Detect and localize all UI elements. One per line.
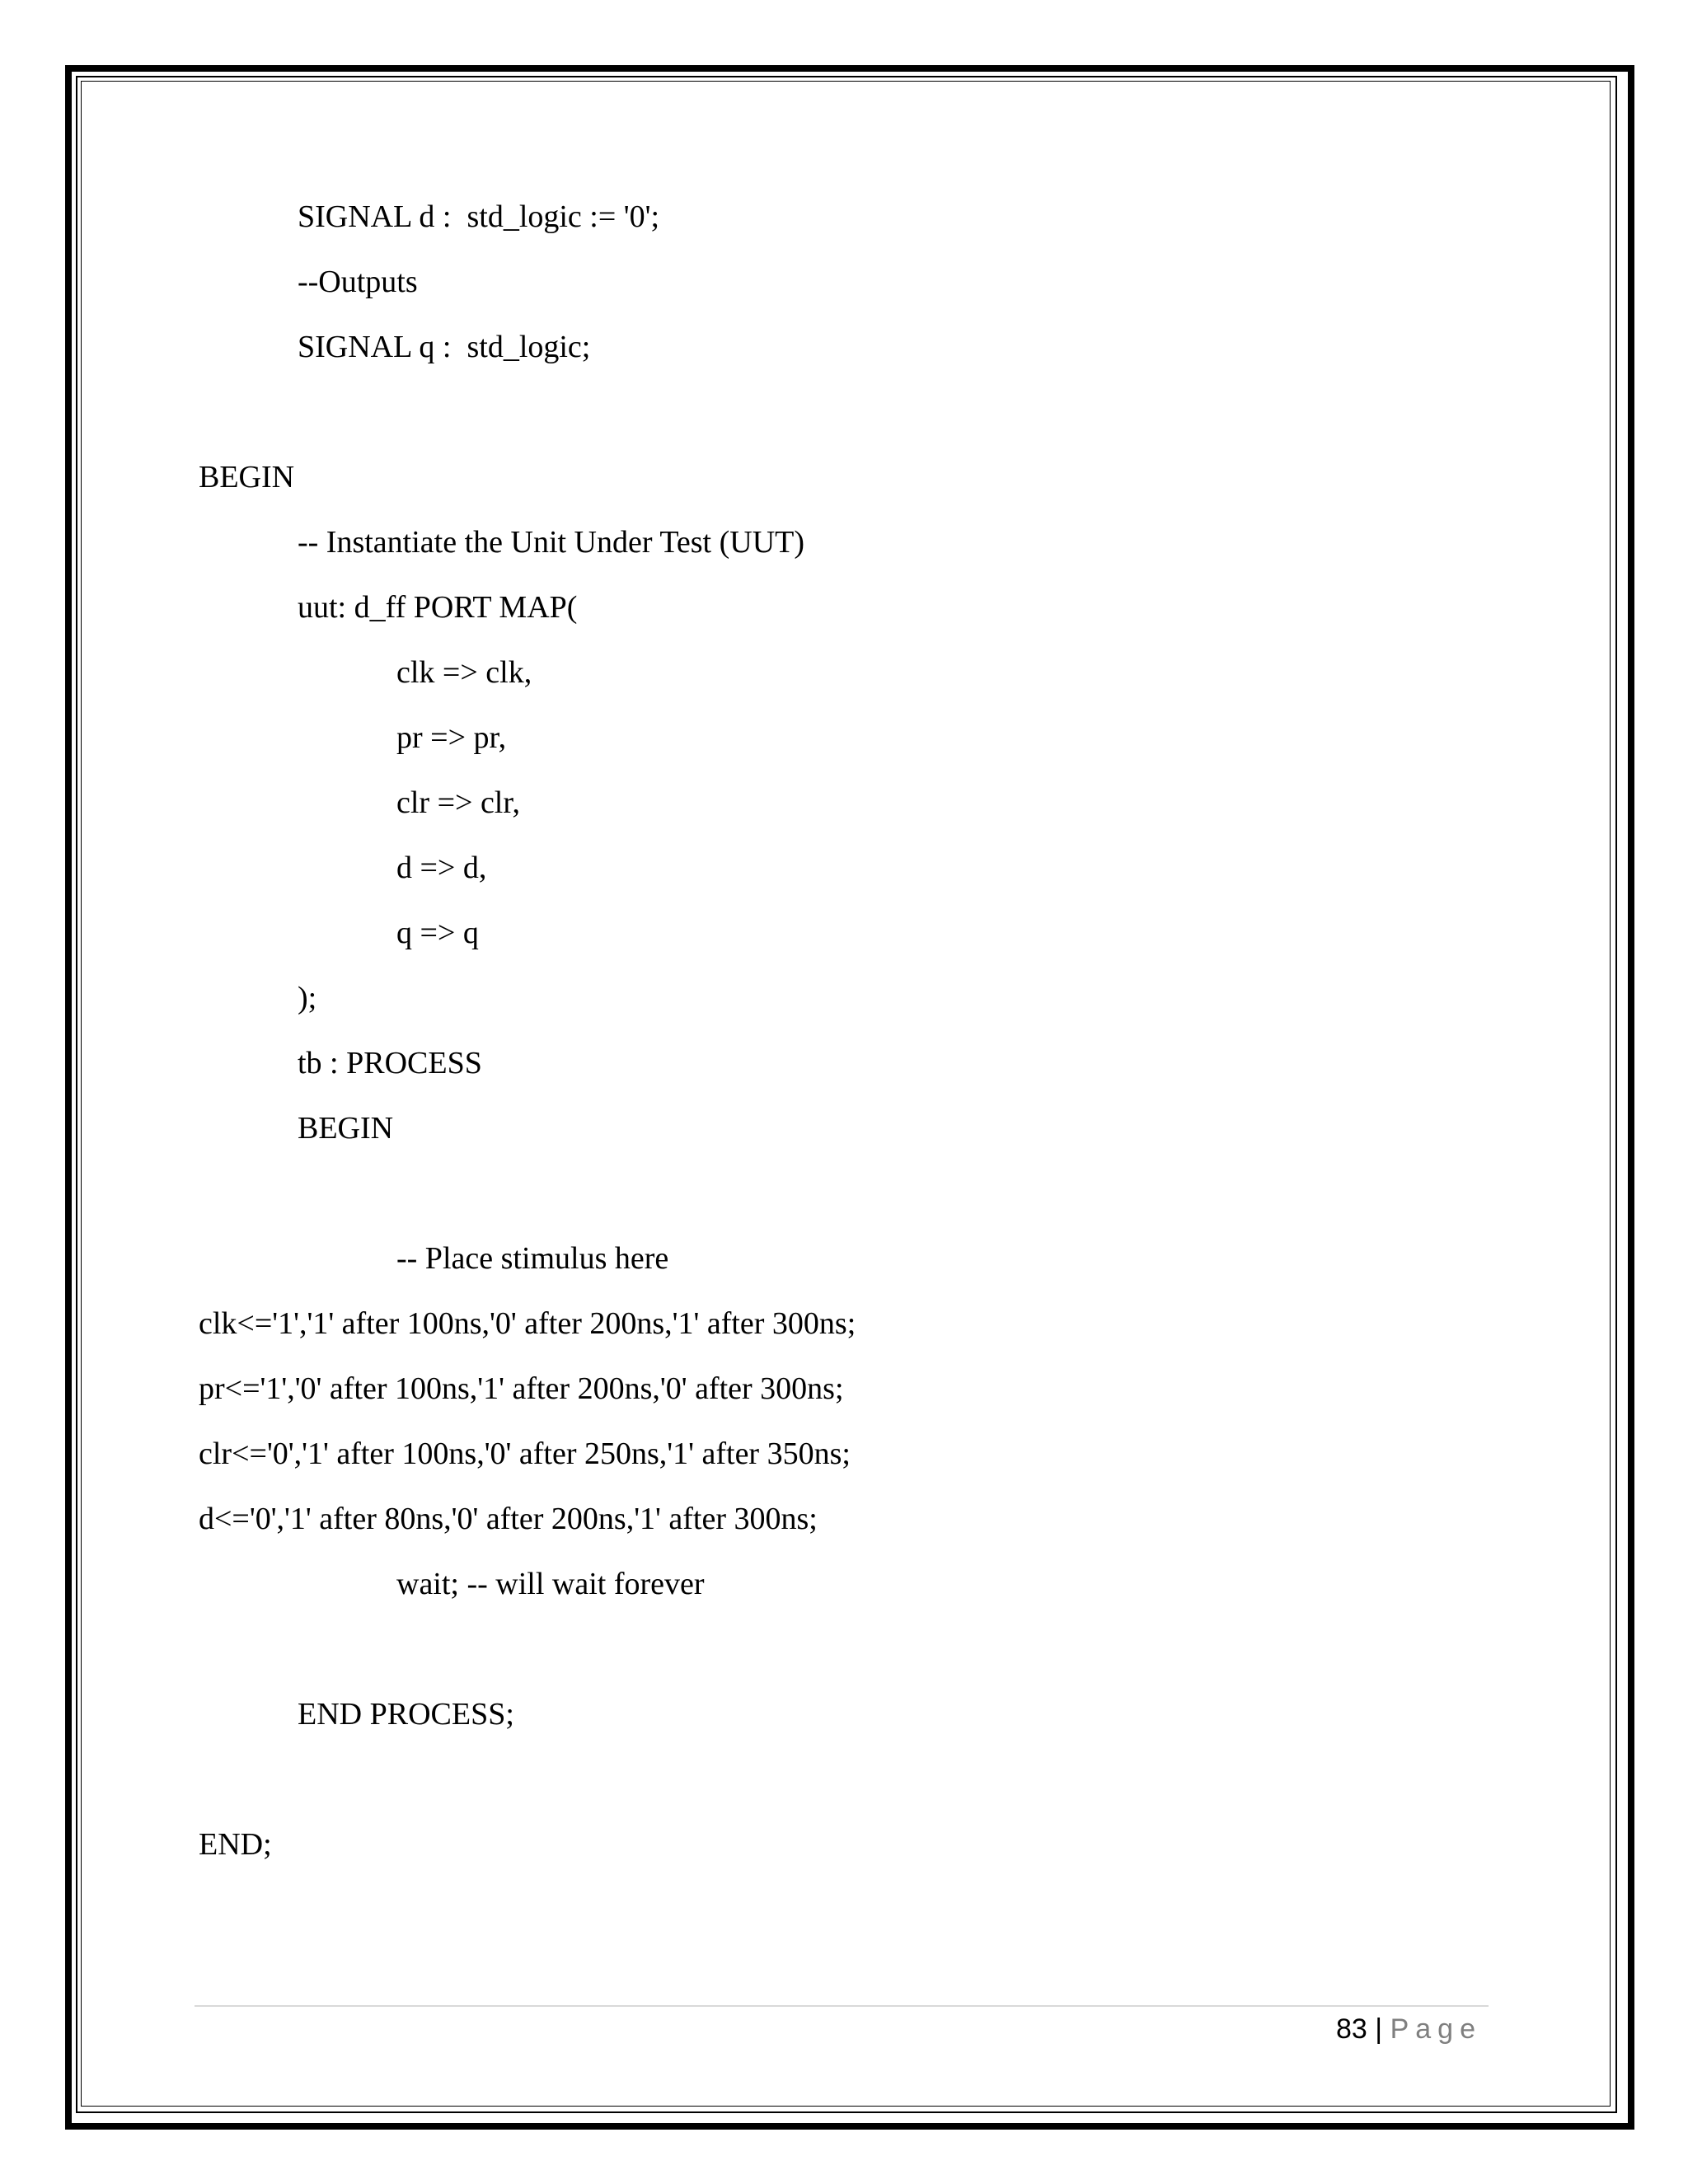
page-number: 83 bbox=[1336, 2013, 1367, 2045]
code-line: clk<='1','1' after 100ns,'0' after 200ns,'1' after 300ns; bbox=[199, 1306, 856, 1341]
code-line: ); bbox=[298, 981, 317, 1015]
code-line: SIGNAL d : std_logic := '0'; bbox=[298, 199, 660, 234]
code-line: END; bbox=[199, 1827, 272, 1862]
code-line: pr<='1','0' after 100ns,'1' after 200ns,'0' after 300ns; bbox=[199, 1371, 844, 1406]
footer-rule bbox=[195, 2005, 1489, 2007]
code-line: q => q bbox=[396, 916, 479, 950]
code-line: tb : PROCESS bbox=[298, 1046, 482, 1080]
code-line: SIGNAL q : std_logic; bbox=[298, 330, 591, 364]
code-line: d => d, bbox=[396, 851, 487, 885]
code-line: clk => clk, bbox=[396, 655, 532, 690]
page-border-inner-thin bbox=[81, 81, 1611, 2107]
code-line: -- Place stimulus here bbox=[396, 1241, 669, 1276]
code-line: d<='0','1' after 80ns,'0' after 200ns,'1' after 300ns; bbox=[199, 1502, 818, 1536]
code-line: clr<='0','1' after 100ns,'0' after 250ns,'1' after 350ns; bbox=[199, 1436, 851, 1471]
code-line: pr => pr, bbox=[396, 720, 507, 755]
code-line: END PROCESS; bbox=[298, 1697, 514, 1732]
code-line: wait; -- will wait forever bbox=[396, 1567, 705, 1601]
code-line: uut: d_ff PORT MAP( bbox=[298, 590, 578, 625]
code-line: clr => clr, bbox=[396, 785, 520, 820]
code-line: --Outputs bbox=[298, 265, 418, 299]
page-footer bbox=[1336, 2011, 1482, 2047]
code-line: BEGIN bbox=[199, 460, 295, 494]
code-line: BEGIN bbox=[298, 1111, 394, 1146]
code-line: -- Instantiate the Unit Under Test (UUT) bbox=[298, 525, 805, 560]
page-label: Page bbox=[1390, 2013, 1482, 2045]
footer-separator: | bbox=[1375, 2013, 1383, 2045]
